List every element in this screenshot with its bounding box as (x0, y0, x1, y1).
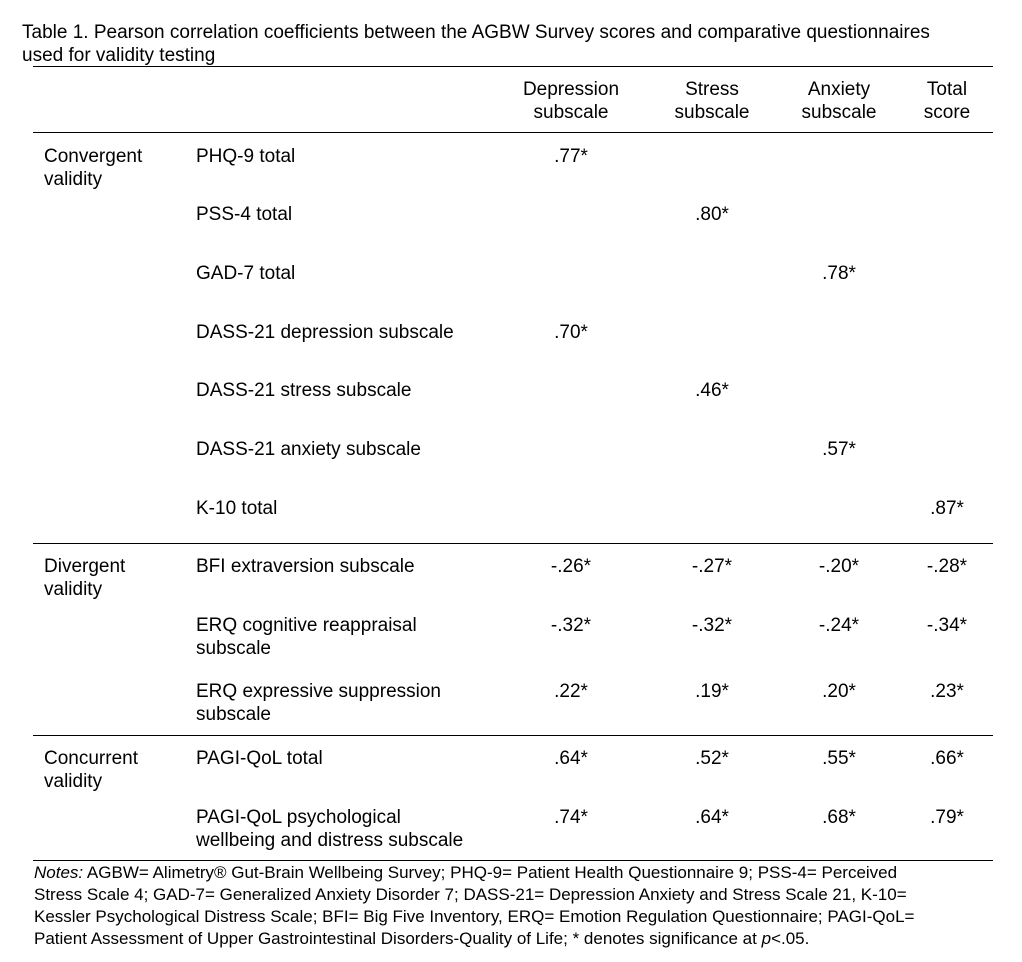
header-rule (33, 132, 993, 133)
cell-depression: .74* (554, 807, 588, 828)
measure-label: GAD-7 total (196, 263, 296, 284)
measure-label: K-10 total (196, 498, 278, 519)
cell-anxiety: .68* (822, 807, 856, 828)
cell-total: -.34* (926, 615, 968, 636)
column-header-total: Total score (923, 79, 971, 123)
measure-label: PAGI-QoL psychological wellbeing and distress subscale (196, 807, 464, 851)
group-label-concurrent: Concurrent validity (44, 748, 138, 792)
notes-line-3: Kessler Psychological Distress Scale; BFI= Big Five Inventory, ERQ= Emotion Regulation Questionnaire; PAGI-QoL= (34, 907, 915, 926)
caption-line-2: used for validity testing (22, 45, 216, 66)
cell-stress: .64* (695, 807, 729, 828)
column-header-anxiety: Anxiety subscale (801, 79, 877, 123)
measure-label: PHQ-9 total (196, 146, 296, 167)
cell-total: .79* (930, 807, 964, 828)
cell-stress: -.27* (691, 556, 733, 577)
cell-stress: .80* (695, 204, 729, 225)
table-notes (34, 862, 994, 950)
cell-total: .87* (930, 498, 964, 519)
table-caption (22, 21, 1002, 67)
cell-total: -.28* (926, 556, 968, 577)
measure-label: DASS-21 anxiety subscale (196, 439, 421, 460)
group-label-convergent: Convergent validity (44, 146, 143, 190)
column-header-depression: Depression subscale (522, 79, 620, 123)
measure-label: ERQ cognitive reappraisal subscale (196, 615, 417, 659)
measure-label: DASS-21 depression subscale (196, 322, 454, 343)
cell-depression: .70* (554, 322, 588, 343)
caption-line-1: Table 1. Pearson correlation coefficients between the AGBW Survey scores and comparative questionnaires (22, 22, 930, 43)
notes-label: Notes: (34, 863, 84, 882)
group-divider (33, 543, 993, 544)
notes-p-symbol: p (761, 929, 772, 948)
cell-depression: .64* (554, 748, 588, 769)
cell-stress: -.32* (691, 615, 733, 636)
notes-line-1: Notes: AGBW= Alimetry® Gut-Brain Wellbeing Survey; PHQ-9= Patient Health Questionnaire 9; PSS-4= Perceived (34, 863, 898, 882)
measure-label: BFI extraversion subscale (196, 556, 415, 577)
cell-anxiety: .20* (822, 681, 856, 702)
cell-stress: .52* (695, 748, 729, 769)
notes-line-4: Patient Assessment of Upper Gastrointestinal Disorders-Quality of Life; * denotes significance at p<.05. (34, 929, 810, 948)
cell-anxiety: -.20* (818, 556, 860, 577)
group-divider (33, 735, 993, 736)
cell-total: .23* (930, 681, 964, 702)
cell-anxiety: .57* (822, 439, 856, 460)
cell-total: .66* (930, 748, 964, 769)
measure-label: PAGI-QoL total (196, 748, 323, 769)
group-label-divergent: Divergent validity (44, 556, 126, 600)
cell-stress: .46* (695, 380, 729, 401)
notes-line-2: Stress Scale 4; GAD-7= Generalized Anxiety Disorder 7; DASS-21= Depression Anxiety and Stress Scale 21, K-10= (34, 885, 907, 904)
cell-depression: .77* (554, 146, 588, 167)
cell-depression: .22* (554, 681, 588, 702)
cell-anxiety: -.24* (818, 615, 860, 636)
cell-stress: .19* (695, 681, 729, 702)
bottom-rule (33, 860, 993, 861)
cell-depression: -.26* (550, 556, 592, 577)
measure-label: PSS-4 total (196, 204, 293, 225)
cell-anxiety: .78* (822, 263, 856, 284)
cell-depression: -.32* (550, 615, 592, 636)
measure-label: ERQ expressive suppression subscale (196, 681, 441, 725)
column-header-stress: Stress subscale (674, 79, 750, 123)
top-rule (33, 66, 993, 67)
measure-label: DASS-21 stress subscale (196, 380, 412, 401)
cell-anxiety: .55* (822, 748, 856, 769)
